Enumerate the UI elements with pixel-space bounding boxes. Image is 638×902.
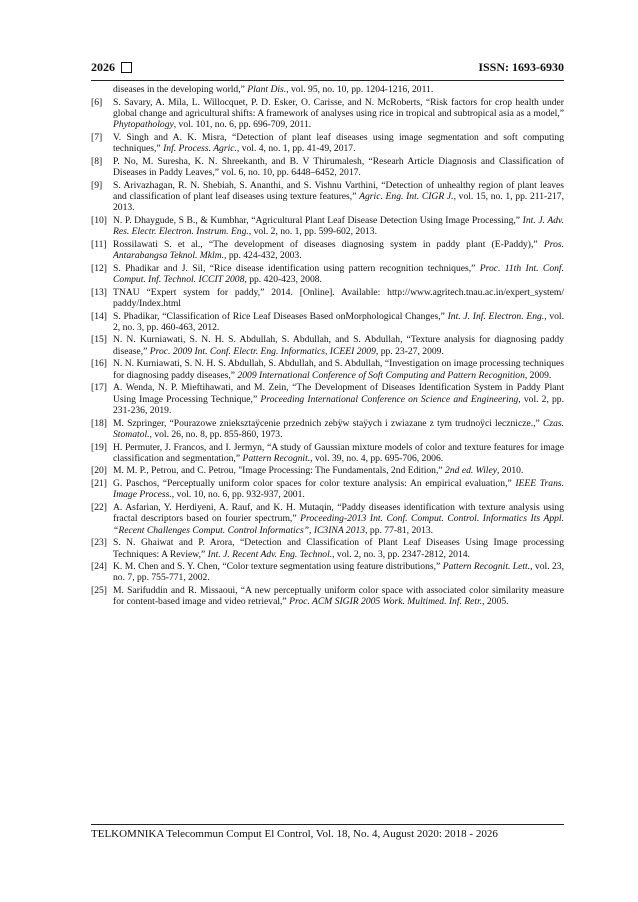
reference-text [113,239,564,262]
issn: ISSN: 1693-6930 [478,60,564,74]
reference-segment: N. P. Dhaygude, S B., & Kumbhar, “Agricultural Plant Leaf Disease Detection Using Image Processing,” [113,214,523,226]
reference-number: [23] [91,537,107,549]
reference-text [113,537,564,560]
reference-text [113,442,564,465]
reference-text [113,97,564,131]
reference-segment: , vol. 10, no. 6, pp. 932-937, 2001. [171,489,305,501]
reference-number: [9] [91,179,103,191]
reference-segment: V. Singh and A. K. Misra, “Detection of plant leaf diseases using image segmentation and soft computing techniques,” [113,131,564,155]
reference-segment: , vol. 101, no. 6, pp. 696-709, 2011. [173,119,312,131]
reference-segment: , vol. 39, no. 4, pp. 695-706, 2006. [310,452,444,464]
reference-item [91,311,564,334]
reference-source: 2nd ed. Wiley [445,465,497,477]
reference-text [113,561,564,584]
reference-number: [21] [91,477,107,489]
reference-number: [6] [91,96,103,108]
reference-segment: , pp. 77-81, 2013. [365,524,434,536]
reference-segment: S. Arivazhagan, R. N. Shebiah, S. Ananthi, and S. Vishnu Varthini, “Detection of unhealthy region of plant leaves and classification of plant leaf diseases using texture features,” [113,179,564,203]
reference-segment: S. Savary, A. Mila, L. Willocquet, P. D. Esker, O. Carisse, and N. McRoberts, “Risk factors for crop health under global change and agricultural shifts: A framework of analyses using rice in tropical and subtropical asia as a model,” [113,96,564,119]
reference-source: Proc. 11th Int. Conf. Comput. Inf. Technol. ICCIT 2008 [113,262,564,286]
reference-segment: , vol. 15, no. 1, pp. 211-217, 2013. [113,191,564,214]
reference-source: Agric. Eng. Int. CIGR J. [359,191,454,203]
reference-source: Pattern Recognit. Lett. [442,561,531,573]
reference-source: Pros. Antarabangsa Teknol. Mklm. [113,238,564,262]
reference-source: Pattern Recognit. [242,452,311,464]
page-header [91,56,564,81]
header-left [91,60,132,75]
reference-item [91,465,564,476]
reference-item [91,334,564,357]
reference-number: [19] [91,441,107,453]
reference-number: [15] [91,334,107,346]
reference-number: [10] [91,214,107,226]
reference-number: [11] [91,238,107,250]
reference-source: IEEE Trans. Image Process. [113,477,564,501]
reference-segment: , vol. 2, no. 1, pp. 599-602, 2013. [248,226,377,238]
reference-text [113,382,564,416]
reference-text [113,287,564,310]
reference-item [91,478,564,501]
reference-source: Int. J. Recent Adv. Eng. Technol., [207,548,335,560]
reference-segment: , pp. 420-423, 2008. [244,274,322,286]
reference-number: [17] [91,382,107,394]
reference-segment: vol. 2, pp. 231-236, 2019. [113,393,564,417]
reference-segment: M. Szpringer, “Pourazowe znieksztaÿcenie przednich zebÿw staÿych i zwiazane z tym trudnoÿci lecznicze.,” [113,417,543,429]
reference-segment: , vol. 26, no. 8, pp. 855-860, 1973. [149,429,283,440]
reference-item [91,287,564,310]
reference-segment: A. Asfarian, Y. Herdiyeni, A. Rauf, and K. H. Mutaqin, “Paddy diseases identification with texture analysis using fractal descriptors based on fourier spectrum,” [113,501,564,525]
reference-number: [18] [91,417,107,429]
reference-item [91,263,564,286]
reference-segment: , 2005. [482,596,509,608]
reference-segment: , pp. 23-27, 2009. [375,345,444,357]
reference-segment: N. N. Kurniawati, S. N. H. S. Abdullah, S. Abdullah, and S. Abdullah, “Texture analysis for diagnosing paddy disease,” [113,334,564,357]
reference-segment: Rossilawati S. et al., “The development of diseases diagnosing system in paddy plant (E-Paddy),” [113,238,544,250]
reference-segment: K. M. Chen and S. Y. Chen, “Color texture segmentation using feature distributions,” [113,561,443,573]
reference-number: [25] [91,584,107,596]
reference-source: Int. J. Inf. Electron. Eng. [447,310,545,322]
reference-segment: , 2009. [524,369,552,381]
reference-segment: , pp. 424-432, 2003. [224,250,302,262]
reference-list [91,84,564,609]
reference-source: Proc. 2009 Int. Conf. Electr. Eng. Informatics, ICEEI 2009 [149,345,376,357]
reference-segment: , 2010. [496,465,524,477]
reference-source: Czas. Stomatol. [113,417,564,440]
reference-item [91,382,564,416]
reference-text [113,418,564,441]
reference-segment: A. Wenda, N. P. Mieftihawati, and M. Zein, “The Development of Diseases Identification System in Paddy Plant Using Image Processing Technique,” [113,382,564,405]
square-icon [121,62,132,73]
reference-segment: TNAU “Expert system for paddy,” 2014. [Online]. Available: http://www.agritech.tnau.ac.in/expert_system/ paddy/Index.html [113,286,564,310]
reference-item [91,215,564,238]
reference-text [113,180,564,214]
reference-segment: S. Phadikar and J. Sil, “Rice disease identification using pattern recognition techniques,” [113,262,480,274]
reference-source: Proceeding-2013 Int. Conf. Comput. Control. Informatics Its Appl. “Recent Challenges Comput. Control Informatics”, IC3INA 2013 [113,513,565,536]
reference-segment: H. Permuter, J. Francos, and I. Jermyn, “A study of Gaussian mixture models of color and texture features for image classification and segmentation,” [113,441,564,464]
reference-segment: N. N. Kurniawati, S. N. H. S. Abdullah, S. Abdullah, and S. Abdullah, “Investigation on image processing techniques for diagnosing paddy diseases,” [113,358,564,381]
reference-item [91,132,564,155]
reference-number: [24] [91,561,107,573]
reference-number: [14] [91,310,107,322]
reference-source: Proceeding International Conference on Science and Engineering, [260,393,521,405]
reference-source: Inf. Process. Agric. [163,143,237,155]
reference-text [113,263,564,286]
reference-text [113,311,564,334]
reference-text [113,358,564,381]
reference-segment: S. Phadikar, “Classification of Rice Leaf Diseases Based onMorphological Changes,” [113,310,448,322]
reference-segment: vol. 2, no. 3, pp. 2347-2812, 2014. [334,548,470,560]
reference-item [91,97,564,131]
reference-item [91,156,564,179]
reference-segment: , vol. 4, no. 1, pp. 41-49, 2017. [236,143,356,155]
reference-text [91,84,564,95]
reference-source: Proc. ACM SIGIR 2005 Work. Multimed. Inf. Retr. [289,596,483,608]
reference-text [113,478,564,501]
reference-text [113,502,564,536]
reference-item [91,239,564,262]
reference-segment: S. N. Ghaiwat and P. Arora, “Detection and Classification of Plant Leaf Diseases Using Image processing Techniques: A Review,” [113,537,564,560]
reference-segment: P. No, M. Suresha, K. N. Shreekanth, and B. V Thirumalesh, “Researh Article Diagnosis and Classification of Diseases in Paddy Leaves,” vol. 6, no. 10, pp. 6448–6452, 2017. [113,155,564,179]
reference-segment: , vol. 95, no. 10, pp. 1204-1216, 2011. [286,84,434,95]
reference-text [113,215,564,238]
reference-item [91,418,564,441]
reference-text [113,585,564,608]
reference-number: [7] [91,131,103,143]
reference-item [91,561,564,584]
reference-number: [8] [91,155,103,167]
reference-number: [16] [91,358,107,370]
reference-number: [13] [91,286,107,298]
reference-segment: diseases in the developing world,” [113,84,248,95]
reference-segment: , vol. 23, no. 7, pp. 755-771, 2002. [113,561,564,584]
reference-segment: M. M. P., Petrou, and C. Petrou, "Image Processing: The Fundamentals, 2nd Edition,” [113,465,446,477]
reference-item [91,358,564,381]
page-number: 2026 [91,60,115,74]
reference-segment: , vol. 2, no. 3, pp. 460-463, 2012. [113,310,564,333]
reference-text [113,132,564,155]
reference-item [91,502,564,536]
reference-continuation [91,84,564,95]
reference-item [91,442,564,465]
reference-text [113,465,564,476]
reference-number: [20] [91,465,107,477]
reference-item [91,537,564,560]
page-footer: TELKOMNIKA Telecommun Comput El Control, Vol. 18, No. 4, August 2020: 2018 - 2026 [91,824,564,840]
reference-segment: M. Sarifuddin and R. Missaoui, “A new perceptually uniform color space with associated color similarity measure for content-based image and video retrieval,” [113,584,564,608]
reference-item [91,180,564,214]
reference-segment: G. Paschos, “Perceptually uniform color spaces for color texture analysis: An empirical evaluation,” [113,477,516,489]
reference-number: [22] [91,501,107,513]
reference-text [113,334,564,357]
reference-source: Plant Dis. [247,84,287,95]
reference-source: 2009 International Conference of Soft Computing and Pattern Recognition [237,369,525,381]
reference-number: [12] [91,262,107,274]
reference-item [91,585,564,608]
reference-source: Int. J. Adv. Res. Electr. Electron. Instrum. Eng. [113,214,565,238]
reference-source: Phytopathology [113,119,174,131]
reference-text [113,156,564,179]
